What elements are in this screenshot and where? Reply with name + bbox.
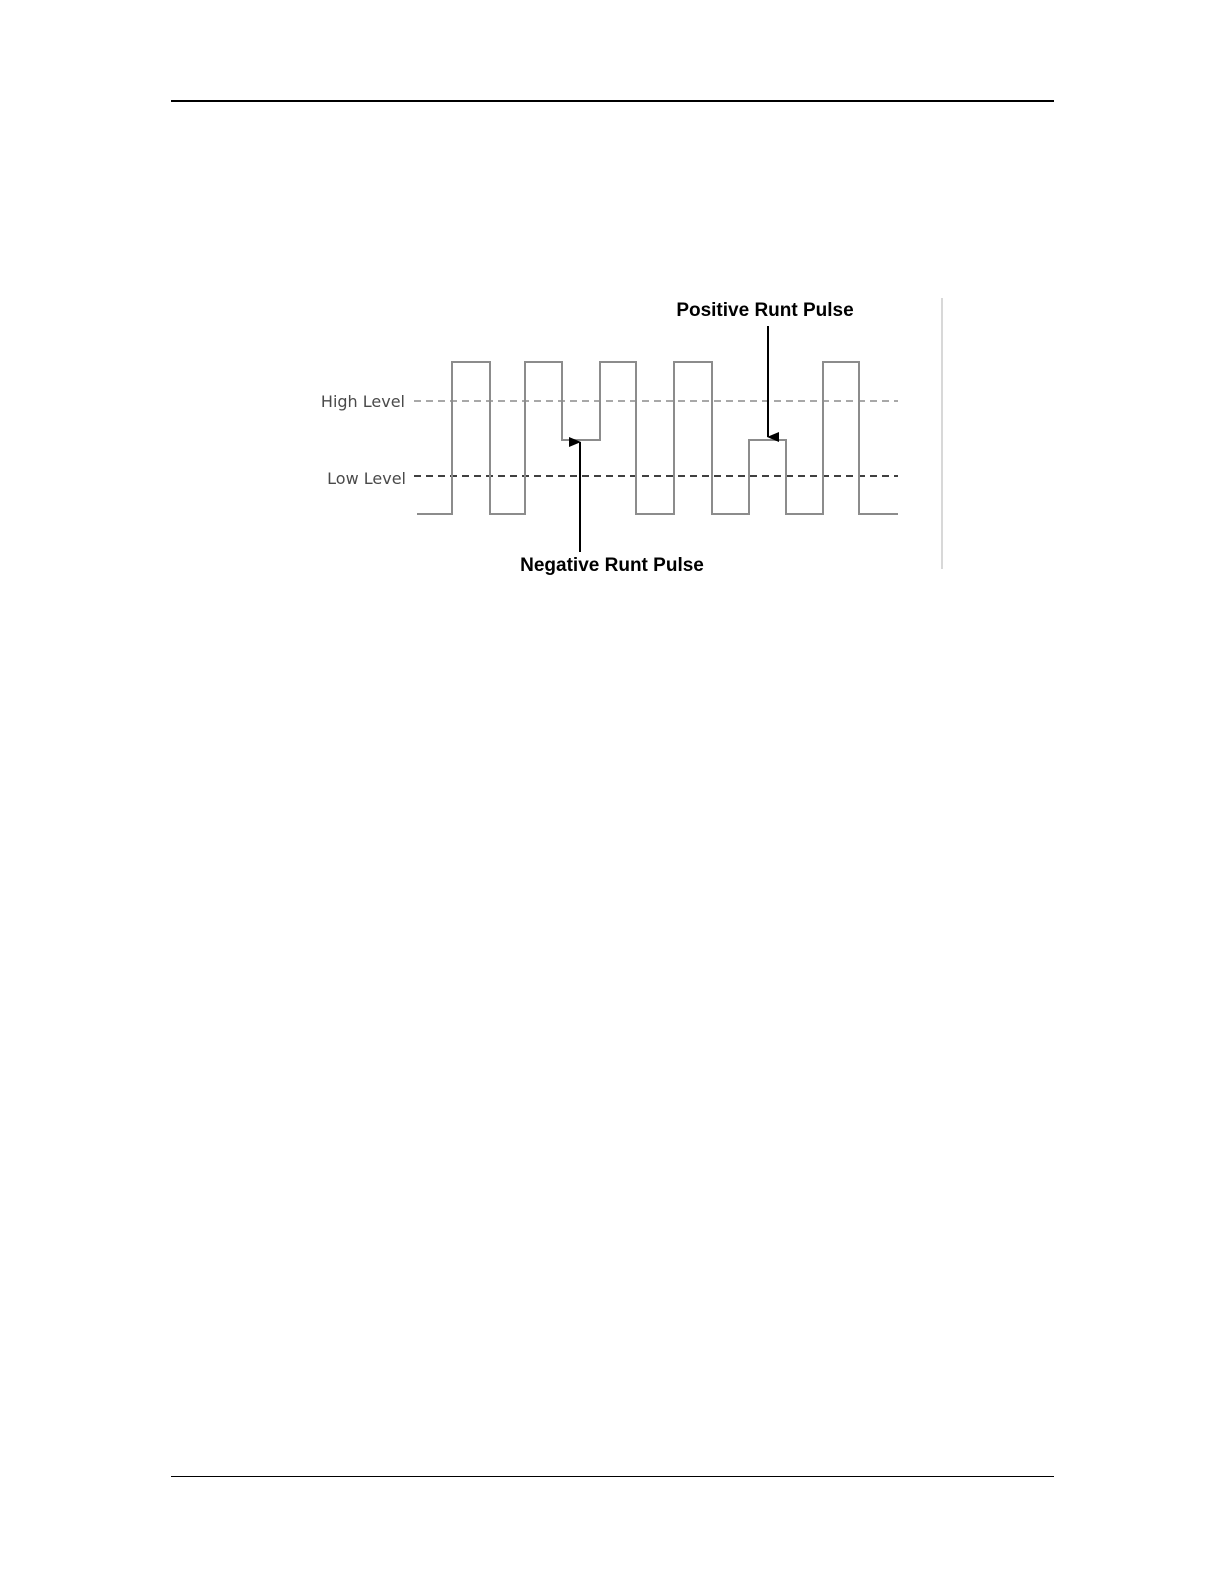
- high-level-label: High Level: [320, 392, 405, 411]
- low-level-label: Low Level: [327, 469, 406, 488]
- negative-runt-pulse-label: Negative Runt Pulse: [520, 555, 704, 576]
- positive-runt-pulse-label: Positive Runt Pulse: [676, 300, 854, 321]
- footer-rule: [171, 1476, 1054, 1477]
- waveform-trace: [417, 362, 898, 514]
